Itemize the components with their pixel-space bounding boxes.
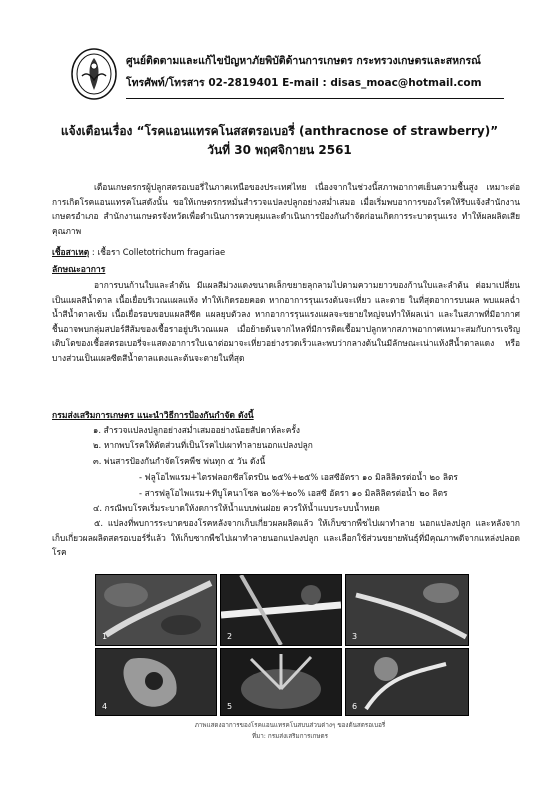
pathogen-label: เชื้อสาเหตุ xyxy=(52,247,90,257)
letterhead xyxy=(68,46,508,104)
symptoms-paragraph xyxy=(52,278,520,366)
photo-2-label: 2 xyxy=(227,632,233,641)
intro-paragraph xyxy=(52,180,520,238)
advice-item-1: ๑. สำรวจแปลงปลูกอย่างสม่ำเสมออย่างน้อยสัปดาห์ละครั้ง xyxy=(93,425,300,435)
intro-text: เตือนเกษตรกรผู้ปลูกสตรอเบอรี่ในภาคเหนือของประเทศไทย เนื่องจากในช่วงนี้สภาพอากาศเย็นความชื้นสูง เหมาะต่อการเกิดโรคแอนแทรคโนสดังนั้น ขอให้เกษตรกรหมั่นสำรวจแปลงปลูกอย่างสม่ำเสมอ เมื่อเริ่มพบอาการของโรคให้รีบแจ้งสำนักงานเกษตรอำเภอ สำนักงานเกษตรจังหวัดเพื่อดำเนินการควบคุมและดำเนินการป้องกันกำจัดก่อนเกิดการระบาดรุนแรง ทำให้ผลผลิตเสียคุณภาพ xyxy=(52,182,520,236)
figure-caption: ภาพแสดงอาการของโรคแอนแทรคโนสบนส่วนต่างๆ ของต้นสตรอเบอรี่ xyxy=(194,722,386,729)
photo-4 xyxy=(95,648,217,716)
fruit-lesion-photo-icon xyxy=(96,649,216,715)
organization-name: ศูนย์ติดตามและแก้ไขปัญหาภัยพิบัติด้านการเกษตร กระทรวงเกษตรและสหกรณ์ xyxy=(126,55,481,67)
announcement-date: วันที่ 30 พฤศจิกายน 2561 xyxy=(207,143,352,157)
photo-3 xyxy=(345,574,469,646)
leaf-stalk-photo-icon xyxy=(221,575,341,645)
photo-1-label: 1 xyxy=(102,632,108,641)
announcement-title: แจ้งเตือนเรื่อง “โรคแอนแทรคโนสสตรอเบอรี่ (anthracnose of strawberry)” xyxy=(60,124,499,138)
photo-1 xyxy=(95,574,217,646)
advice-item-4: ๔. กรณีพบโรคเริ่มระบาดให้งดการให้น้ำแบบพ่นฝอย ควรให้น้ำแบบระบบน้ำหยด xyxy=(93,503,380,513)
photo-4-label: 4 xyxy=(102,702,108,711)
photo-6-label: 6 xyxy=(352,702,358,711)
advice-item-5 xyxy=(52,516,520,560)
advice-item-3b: - สารฟลูโอไพแรม+ทีบูโคนาโซล ๒๐%+๒๐% เอสซี อัตรา ๑๐ มิลลิลิตรต่อน้ำ ๒๐ ลิตร xyxy=(139,488,448,498)
advice-item-3: ๓. พ่นสารป้องกันกำจัดโรคพืช พ่นทุก ๕ วัน ดังนี้ xyxy=(93,456,266,466)
photo-3-label: 3 xyxy=(352,632,358,641)
pathogen-value: : เชื้อรา Colletotrichum fragariae xyxy=(89,247,226,257)
photo-5-label: 5 xyxy=(227,702,233,711)
symptoms-heading: ลักษณะอาการ xyxy=(52,265,106,275)
symptoms-text: อาการบนก้านใบและลำต้น มีแผลสีม่วงแดงขนาดเล็กขยายลุกลามไปตามความยาวของก้านใบและลำต้น ต่อมาเปลี่ยนเป็นแผลสีน้ำตาล เนื้อเยื่อบริเวณแผลแห้ง ทำให้เกิดรอยคอด หากอาการรุนแรงต้นจะเหี่ยว และตาย ในที่สุดอาการบนผล พบแผลฉ่ำน้ำสีน้ำตาลเข้ม เนื้อเยื่อรอบขอบแผลสีซีด แผลยุบตัวลง หากอาการรุนแรงแผลจะขยายใหญ่จนทำให้ผลเน่า และในสภาพที่มีอากาศชื้นอาจพบกลุ่มสปอร์สีส้มของเชื้อราอยู่บริเวณแผล เมื่อย้ายต้นจากไหลที่มีการติดเชื้อมาปลูกหากสภาพอากาศเหมาะสมกับการเจริญเติบโตของเชื้อสตรอเบอรี่จะแสดงอาการใบเฉาต่อมาจะเหี่ยวอย่างรวดเร็วและพบว่ากลางต้นในมีลักษณะเน่าแห้งสีน้ำตาลแดง หรือบางส่วนเป็นแผลซีดสีน้ำตาลแดงและต้นจะตายในที่สุด xyxy=(52,280,520,363)
symptom-photo-grid xyxy=(95,574,467,714)
advice-item-3a: - ฟลูโอไพแรม+ไตรฟลอกซีสโตรบิน ๒๕%+๒๕% เอสซีอัตรา ๑๐ มิลลิลิตรต่อน้ำ ๒๐ ลิตร xyxy=(139,472,458,482)
advice-item-2: ๒. หากพบโรคให้ตัดส่วนที่เป็นโรคไปเผาทำลายนอกแปลงปลูก xyxy=(93,440,313,450)
wilted-plant-photo-icon xyxy=(346,649,468,715)
advice-item-5-text: ๕. แปลงที่พบการระบาดของโรคหลังจากเก็บเกี่ยวผลผลิตแล้ว ให้เก็บซากพืชไปเผาทำลาย นอกแปลงปลูก และหลังจากเก็บเกี่ยวผลผลิตสตรอเบอร์รี่แล้ว ให้เก็บซากพืชไปเผาทำลายนอกแปลงปลูก และเลือกใช้ส่วนขยายพันธุ์ที่มีคุณภาพดีจากแหล่งปลอดโรค xyxy=(52,518,520,558)
header-divider xyxy=(126,98,504,99)
figure-source: ที่มา: กรมส่งเสริมการเกษตร xyxy=(251,733,329,740)
pathogen-line xyxy=(52,245,225,259)
plant-crown-photo-icon xyxy=(221,649,341,715)
strawberry-stem-photo-icon xyxy=(96,575,216,645)
photo-5 xyxy=(220,648,342,716)
photo-6 xyxy=(345,648,469,716)
photo-2 xyxy=(220,574,342,646)
contact-line: โทรศัพท์/โทรสาร 02-2819401 E-mail : disas_moac@hotmail.com xyxy=(126,77,482,89)
advice-heading: กรมส่งเสริมการเกษตร แนะนำวิธีการป้องกันกำจัด ดังนี้ xyxy=(52,411,254,421)
ministry-emblem-icon xyxy=(68,46,120,102)
runner-photo-icon xyxy=(346,575,468,645)
